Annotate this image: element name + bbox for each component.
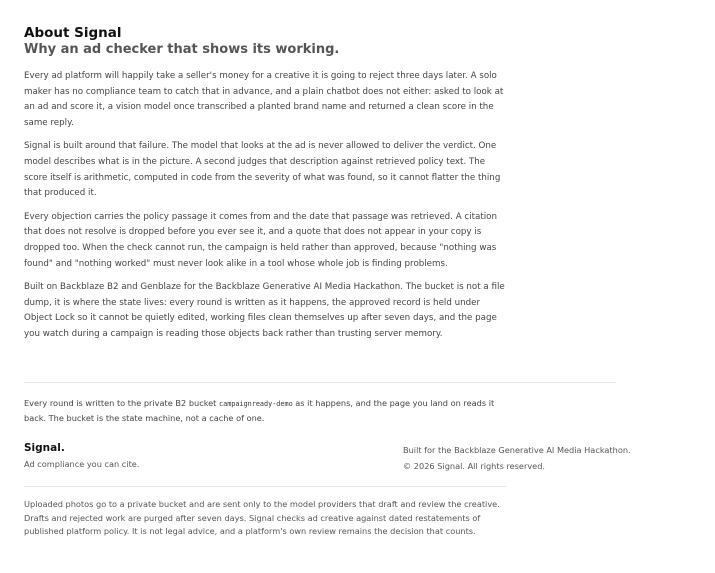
- page-subtitle: Why an ad checker that shows its working.: [24, 42, 340, 57]
- legal-disclaimer: Uploaded photos go to a private bucket and are sent only to the model providers that draft and review the creative. Drafts and rejected work are purged after seven days. Signal checks ad creative against dated restatements of published platform policy. It is not legal advice, and a platform's own review remains the decision that counts.: [24, 499, 500, 537]
- footer-brand: [24, 441, 139, 471]
- legal-divider: [24, 486, 506, 487]
- about-paragraph-design: Signal is built around that failure. The model that looks at the ad is never allowed to deliver the verdict. One model describes what is in the picture. A second judges that description against retrieved policy text. The score itself is arithmetic, computed in code from the severity of what was found, so it cannot flatter the thing that produced it.: [24, 141, 501, 199]
- about-paragraph-citations: Every objection carries the policy passage it comes from and the date that passage was retrieved. A citation that does not resolve is dropped before you ever see it, and a quote that does not appear in your copy is dropped too. When the check cannot run, the campaign is held rather than approved, because "nothing was found" and "nothing worked" must never look alike in a tool whose whole job is finding problems.: [24, 211, 497, 269]
- brand-logo[interactable]: Signal.: [24, 442, 65, 454]
- storage-note: [24, 397, 514, 425]
- about-paragraph-problem: Every ad platform will happily take a seller's money for a creative it is going to reject three days later. A solo maker has no compliance team to catch that in advance, and a plain chatbot does not either: asked to look at an ad and score it, a vision model once transcribed a planted brand name and returned a clean score in the same reply.: [24, 71, 504, 128]
- storage-note-text-end: as it happens, and the page you land on reads it back. The bucket is the state machine, not a cache of one.: [24, 398, 495, 423]
- bucket-name: campaignready-demo: [219, 400, 293, 408]
- copyright: © 2026 Signal. All rights reserved.: [403, 461, 546, 471]
- brand-tagline: Ad compliance you can cite.: [24, 459, 140, 469]
- footer-divider: [24, 382, 616, 383]
- about-paragraph-backblaze: Built on Backblaze B2 and Genblaze for the Backblaze Generative AI Media Hackathon. The bucket is not a file dump, it is where the state lives: every round is written as it happens, the approved record is held under Object Lock so it cannot be quietly edited, working files clean themselves up after seven days, and the page you watch during a campaign is reading those objects back rather than trusting server memory.: [24, 282, 505, 339]
- footer-credits: [403, 442, 633, 474]
- hackathon-credit: Built for the Backblaze Generative AI Media Hackathon.: [403, 445, 631, 455]
- page-title: About Signal: [24, 25, 122, 41]
- about-section: [24, 24, 510, 351]
- storage-note-text: Every round is written to the private B2 bucket: [24, 398, 220, 408]
